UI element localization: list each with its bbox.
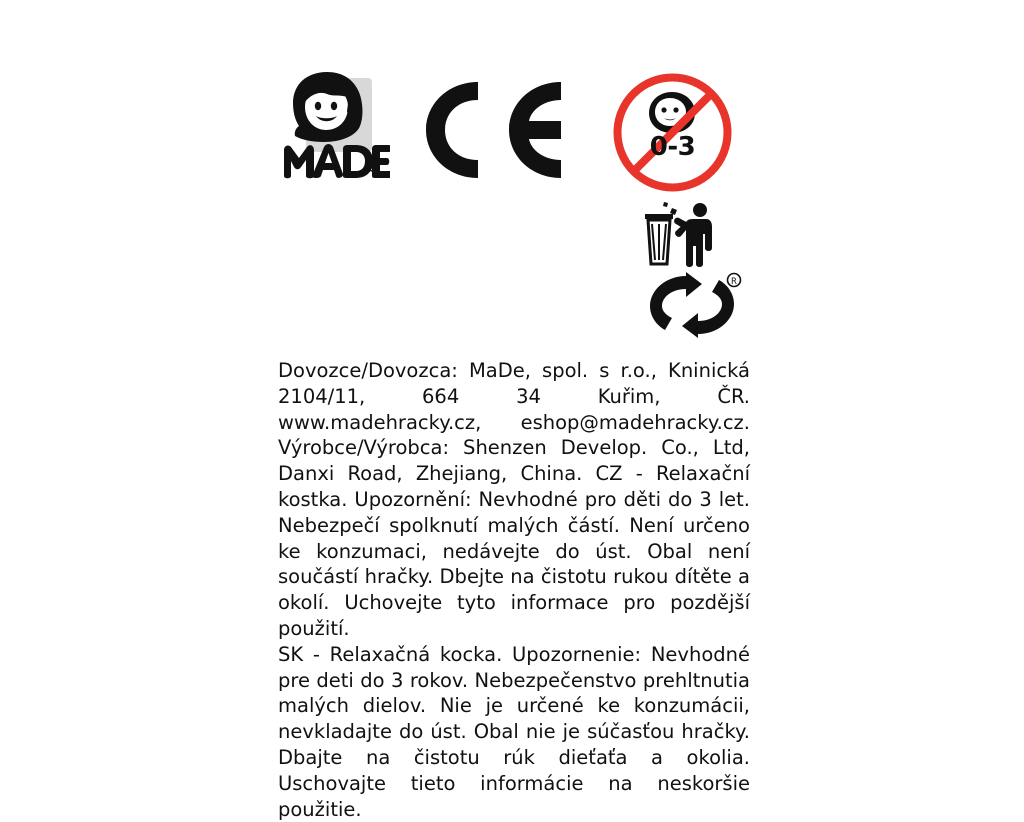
importer-and-cz-warning-paragraph: Dovozce/Dovozca: MaDe, spol. s r.o., Kninická 2104/11, 664 34 Kuřim, ČR. www.madehracky.cz, eshop@madehracky.cz. Výrobce/Výrobca: Shenzen Develop. Co., Ltd, Danxi Road, Zhejiang, China. CZ - Relaxační kostka. Upozornění: Nevhodné pro děti do 3 let. Nebezpečí spolknutí malých částí. Není určeno ke konzumaci, nedávejte do úst. Obal není součástí hračky. Dbejte na čistotu rukou dítěte a okolí. Uchovejte tyto informace pro pozdější použití. xyxy=(278,359,750,640)
age-warning-0-3-icon xyxy=(610,70,735,195)
tidyman-bin-icon xyxy=(640,200,730,270)
svg-text:R: R xyxy=(370,162,376,171)
green-dot-recycle-icon xyxy=(642,272,742,338)
made-logo xyxy=(280,70,390,188)
made-wordmark xyxy=(280,132,390,182)
svg-text:R: R xyxy=(731,277,737,287)
recycle-registered-mark xyxy=(728,274,741,288)
symbol-row xyxy=(275,70,775,200)
eco-symbol-column xyxy=(640,200,750,340)
age-warning-label: 0-3 xyxy=(649,132,696,162)
sk-warning-paragraph: SK - Relaxačná kocka. Upozornenie: Nevhodné pre deti do 3 rokov. Nebezpečenstvo prehltnutia malých dielov. Nie je určené ke konzumácii, nevkladajte do úst. Obal nie je súčasťou hračky. Dbajte na čistotu rúk dieťaťa a okolia. Uschovajte tieto informácie na neskoršie použitie. xyxy=(278,642,750,821)
ce-mark-icon xyxy=(420,75,570,185)
safety-information-text xyxy=(278,358,750,822)
